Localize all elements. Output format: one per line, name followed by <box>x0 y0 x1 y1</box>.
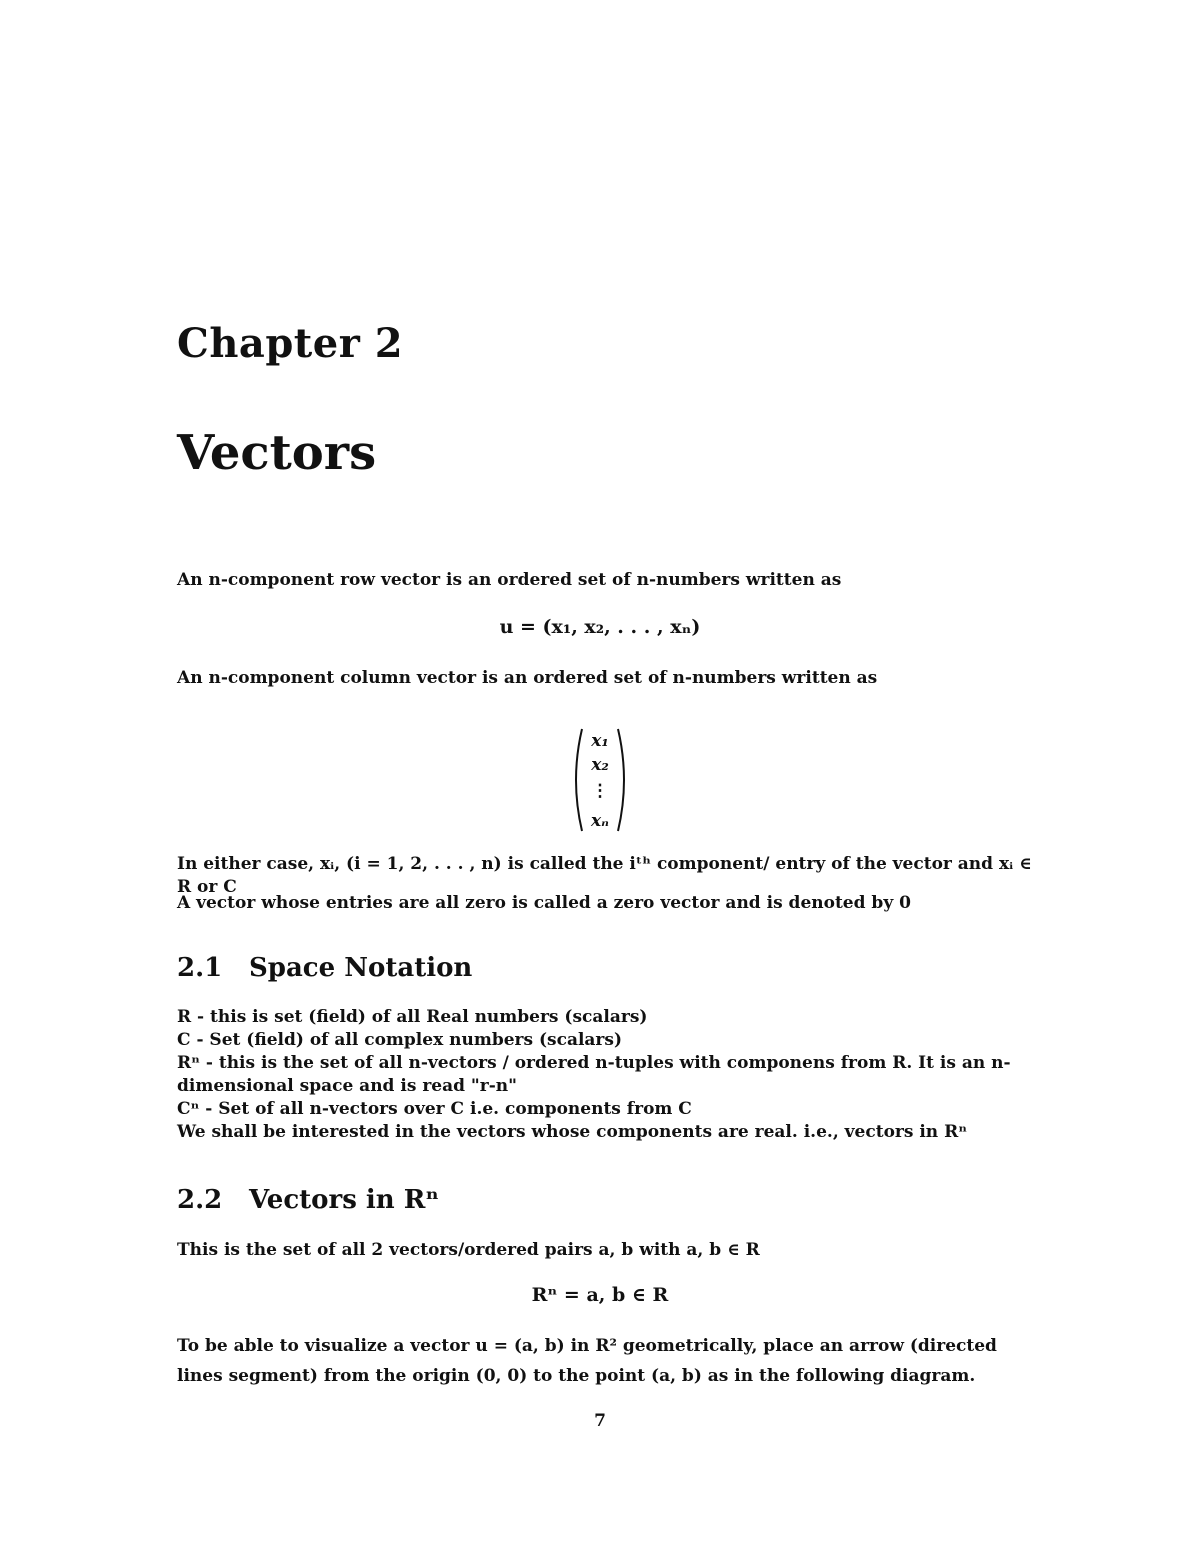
section-number: 2.1 <box>177 953 223 983</box>
section-title: Space Notation <box>249 953 473 983</box>
matrix-entry: xₙ <box>591 811 609 831</box>
notation-line: Cⁿ - Set of all n-vectors over C i.e. components from C <box>177 1099 692 1119</box>
notation-line: R - this is set (field) of all Real numbers (scalars) <box>177 1007 648 1027</box>
matrix-entry: x₂ <box>591 755 609 775</box>
visualize-text: To be able to visualize a vector u = (a, b) in R² geometrically, place an arrow (directed lines segment) from the origin (0, 0) to the point (a, b) as in the following diagram. <box>177 1336 997 1386</box>
row-vector-equation: u = (x₁, x₂, . . . , xₙ) <box>499 616 701 638</box>
page-number: 7 <box>594 1411 606 1431</box>
section-2-2-heading <box>177 1185 439 1215</box>
notation-line: We shall be interested in the vectors whose components are real. i.e., vectors in Rⁿ <box>177 1122 968 1142</box>
space-notation-list <box>177 1006 1027 1144</box>
notation-line: Rⁿ - this is the set of all n-vectors / ordered n-tuples with componens from R. It is an n-dimensional space and is read "r-n" <box>177 1053 1011 1096</box>
section-title: Vectors in Rⁿ <box>249 1185 439 1215</box>
chapter-title: Vectors <box>177 425 377 481</box>
section-number: 2.2 <box>177 1185 223 1215</box>
column-vector-text: An n-component column vector is an ordered set of n-numbers written as <box>177 668 878 688</box>
matrix-entry: ⋮ <box>591 781 609 801</box>
chapter-label: Chapter 2 <box>177 320 404 367</box>
notation-line: C - Set (field) of all complex numbers (scalars) <box>177 1030 623 1050</box>
row-vector-text: An n-component row vector is an ordered set of n-numbers written as <box>177 570 842 590</box>
matrix-entry: x₁ <box>591 731 609 751</box>
zero-vector-text: A vector whose entries are all zero is called a zero vector and is denoted by 0 <box>177 893 911 913</box>
rn-equation: Rⁿ = a, b ∈ R <box>531 1284 669 1306</box>
column-vector-matrix <box>568 725 632 835</box>
either-case-text: In either case, xᵢ, (i = 1, 2, . . . , n) is called the iᵗʰ component/ entry of the vector and xᵢ ∈ R or C <box>177 854 1032 897</box>
ordered-pairs-text: This is the set of all 2 vectors/ordered pairs a, b with a, b ∈ R <box>177 1240 760 1260</box>
section-2-1-heading <box>177 953 472 983</box>
